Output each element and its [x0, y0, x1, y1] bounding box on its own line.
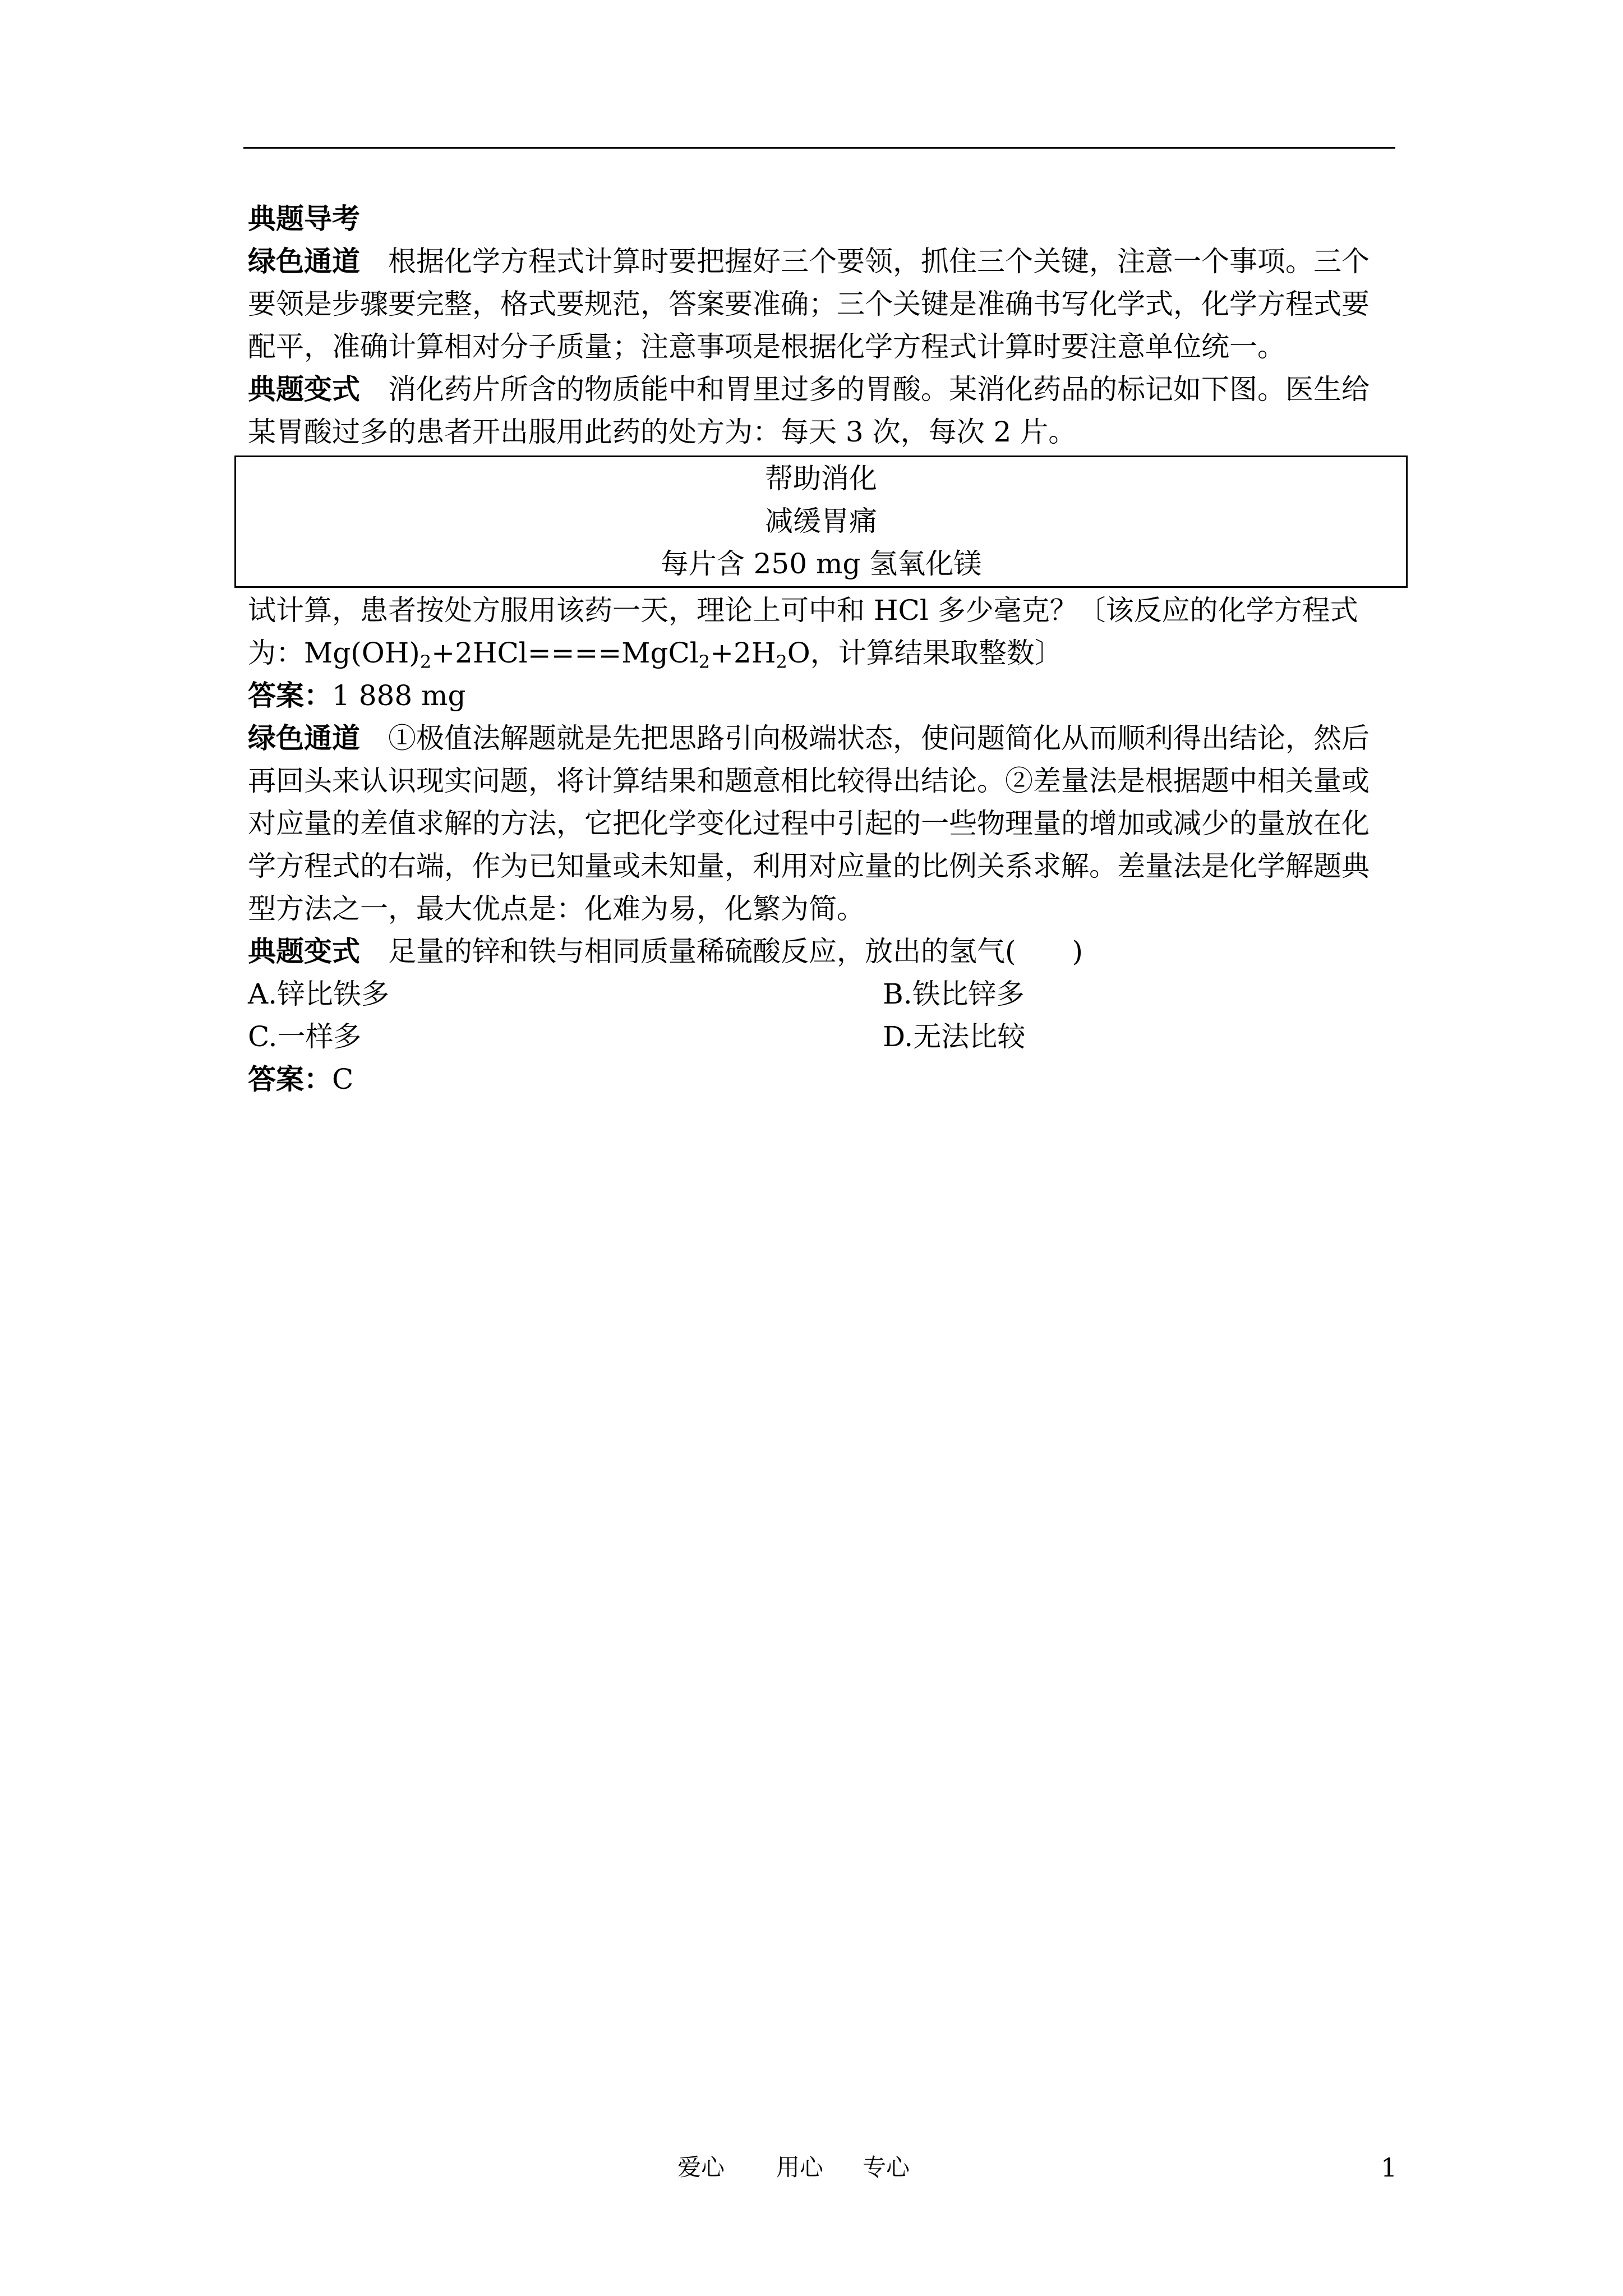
variant-1-line-1: 典题变式 消化药片所含的物质能中和胃里过多的胃酸。某消化药品的标记如下图。医生给 [248, 372, 1370, 406]
answer-2 [248, 1061, 353, 1097]
page-number: 1 [1381, 2152, 1398, 2183]
answer-label: 答案： [248, 1062, 332, 1096]
footer-text-3: 专心 [863, 2154, 910, 2181]
green-channel-2-line-1: 绿色通道 ①极值法解题就是先把思路引向极端状态，使问题简化从而顺利得出结论，然后 [248, 721, 1370, 754]
answer-value: C [332, 1063, 354, 1096]
green-channel-label: 绿色通道 [248, 245, 360, 278]
green-channel-2-line-4: 学方程式的右端，作为已知量或未知量，利用对应量的比例关系求解。差量法是化学解题典 [248, 850, 1370, 882]
variant-label: 典题变式 [248, 935, 360, 968]
medicine-label-box [234, 455, 1408, 588]
variant-label: 典题变式 [248, 372, 360, 406]
answer-value: 1 888 mg [332, 679, 466, 712]
option-c: C.一样多 [248, 1020, 362, 1053]
option-a: A.锌比铁多 [248, 978, 390, 1010]
green-channel-2-line-5: 型方法之一，最大优点是：化难为易，化繁为简。 [248, 892, 865, 925]
medicine-label-line-1: 帮助消化 [765, 462, 877, 495]
answer-1 [248, 678, 465, 714]
variant-1-line-2: 某胃酸过多的患者开出服用此药的处方为：每天 3 次，每次 2 片。 [248, 416, 1077, 448]
green-channel-1-line-3: 配平，准确计算相对分子质量；注意事项是根据化学方程式计算时要注意单位统一。 [248, 330, 1285, 363]
question-line-1: 试计算，患者按处方服用该药一天，理论上可中和 HCl 多少毫克？〔该反应的化学方程式 [248, 594, 1358, 627]
chemical-equation-line: 为：$Mg(OH)_2+2HCl====MgCl_2+2H_2O$，计算结果取整数〕 [248, 637, 1063, 673]
green-channel-2-line-3: 对应量的差值求解的方法，它把化学变化过程中引起的一些物理量的增加或减少的量放在化 [248, 807, 1370, 840]
green-channel-1-line-1: 绿色通道 根据化学方程式计算时要把握好三个要领，抓住三个关键，注意一个事项。三个 [248, 245, 1370, 278]
footer-text-1: 爱心 [677, 2154, 725, 2181]
variant-2-line-1: 典题变式 足量的锌和铁与相同质量稀硫酸反应，放出的氢气( ) [248, 935, 1083, 968]
header-rule [243, 147, 1395, 149]
answer-label: 答案： [248, 679, 332, 712]
section-heading: 典题导考 [248, 202, 360, 235]
green-channel-1-line-2: 要领是步骤要完整，格式要规范，答案要准确；三个关键是准确书写化学式，化学方程式要 [248, 288, 1370, 320]
green-channel-2-line-2: 再回头来认识现实问题，将计算结果和题意相比较得出结论。②差量法是根据题中相关量或 [248, 765, 1370, 797]
medicine-label-line-2: 减缓胃痛 [765, 505, 877, 537]
green-channel-label: 绿色通道 [248, 721, 360, 754]
option-d: D.无法比较 [883, 1020, 1026, 1053]
medicine-label-line-3: 每片含 250 mg 氢氧化镁 [660, 547, 982, 580]
option-b: B.铁比锌多 [883, 978, 1025, 1010]
footer-text-2: 用心 [776, 2154, 824, 2181]
